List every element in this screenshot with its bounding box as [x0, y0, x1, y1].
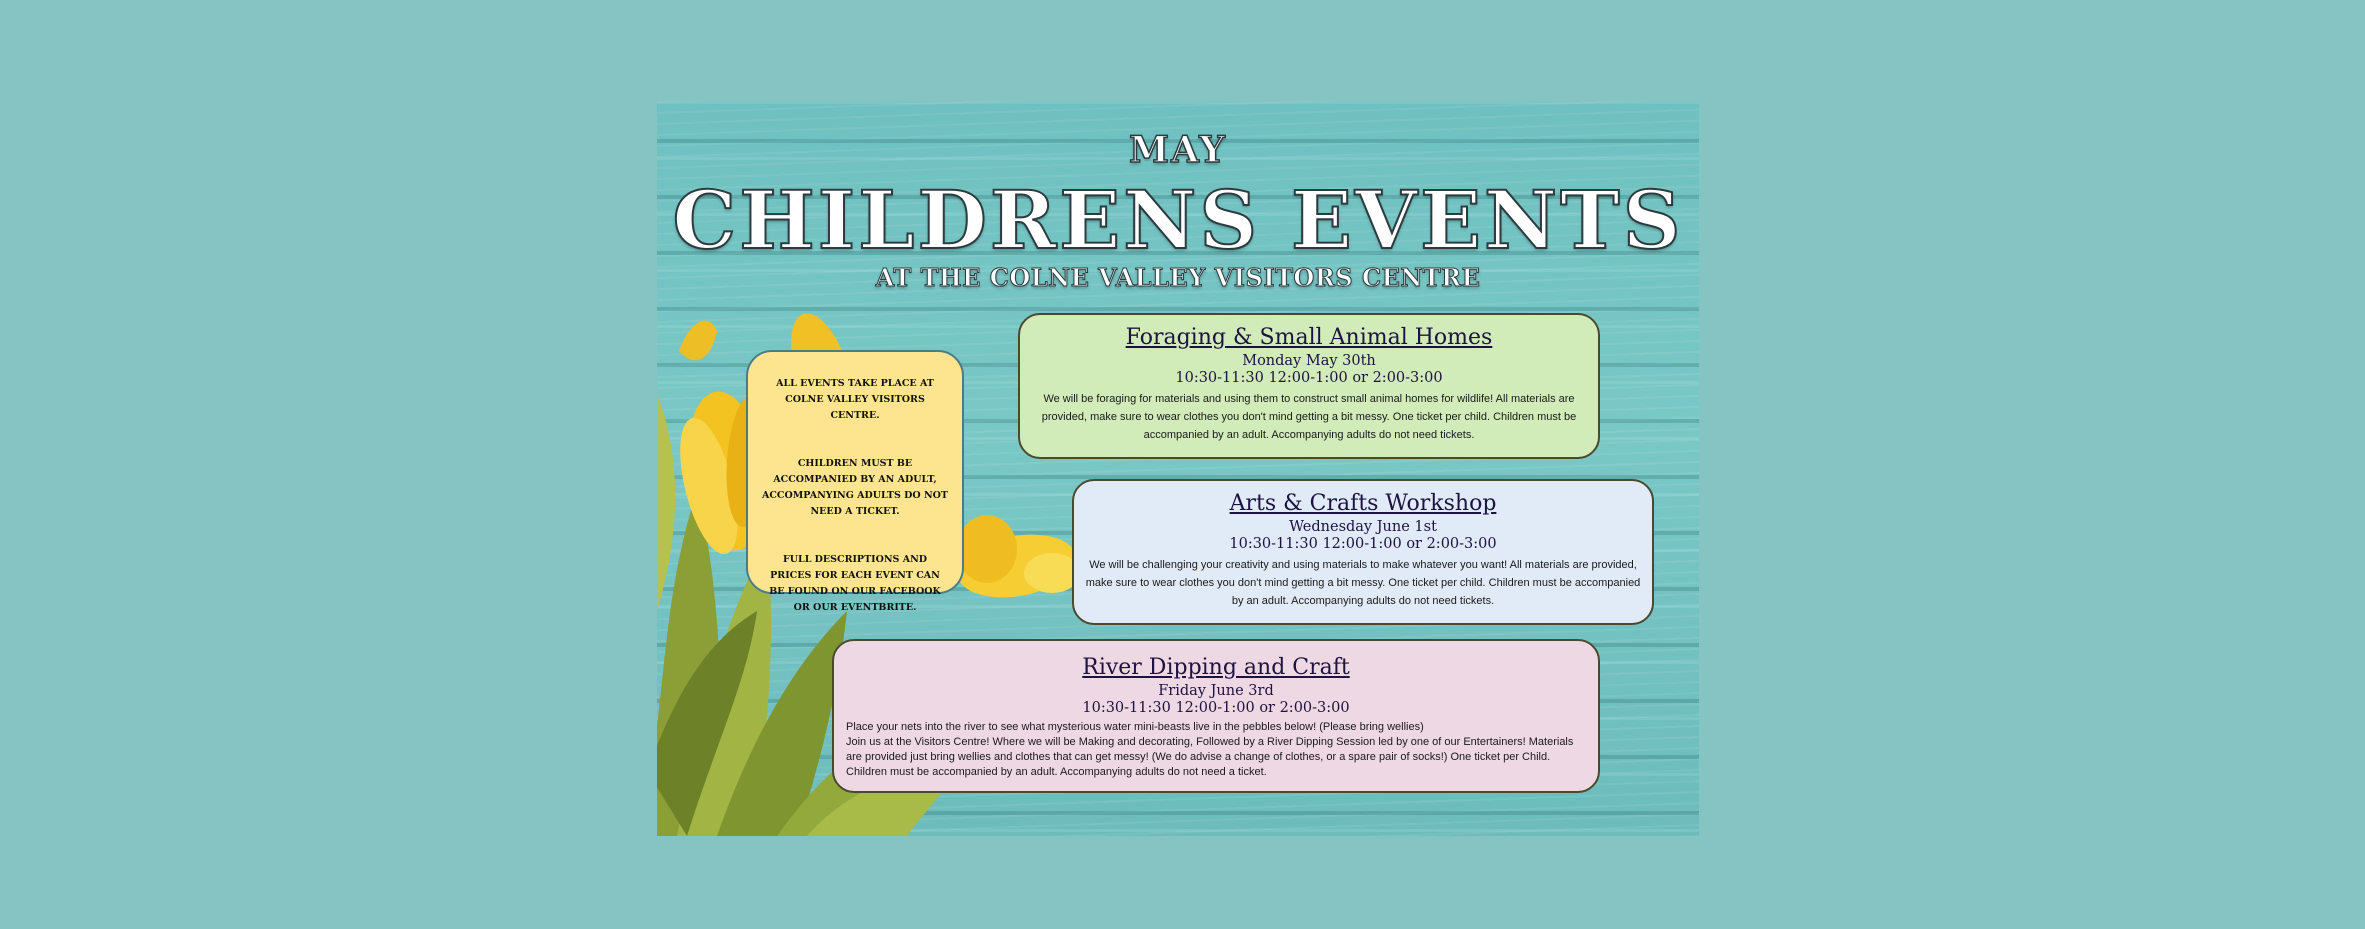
event-times: 10:30-11:30 12:00-1:00 or 2:00-3:00 — [1229, 536, 1497, 552]
event-date: Friday June 3rd — [1158, 683, 1274, 699]
event-title: Foraging & Small Animal Homes — [1125, 325, 1493, 350]
event-times: 10:30-11:30 12:00-1:00 or 2:00-3:00 — [1175, 370, 1443, 386]
event-card-arts-crafts — [1072, 479, 1654, 625]
info-adult-note: CHILDREN MUST BE ACCOMPANIED BY AN ADULT, ACCOMPANYING ADULTS DO NOT NEED A TICKET. — [762, 458, 949, 517]
info-location-note: ALL EVENTS TAKE PLACE AT COLNE VALLEY VISITORS CENTRE. — [776, 378, 934, 421]
event-card-river-dipping — [832, 639, 1600, 793]
event-title: River Dipping and Craft — [1082, 655, 1350, 680]
events-poster — [657, 101, 1699, 836]
poster-subtitle: AT THE COLNE VALLEY VISITORS CENTRE — [875, 263, 1481, 292]
event-description: We will be foraging for materials and using them to construct small animal homes for wildlife! All materials are provided, make sure to wear clothes you don't mind getting a bit messy. One ticket per child. Children must be accompanied by an adult. Accompanying adults do not need tickets. — [1041, 393, 1577, 441]
event-description-line: Place your nets into the river to see what mysterious water mini-beasts live in the pebbles below! (Please bring wellies) — [846, 721, 1424, 733]
event-card-foraging — [1018, 313, 1600, 459]
event-description: We will be challenging your creativity and using materials to make whatever you want! All materials are provided, make sure to wear clothes you don't mind getting a bit messy. One ticket per child. Children must be accompanied by an adult. Accompanying adults do not need tickets. — [1085, 559, 1641, 607]
event-description — [844, 720, 1588, 780]
event-times: 10:30-11:30 12:00-1:00 or 2:00-3:00 — [1082, 700, 1350, 716]
poster-title: CHILDRENS EVENTS — [672, 173, 1684, 267]
event-title: Arts & Crafts Workshop — [1229, 491, 1497, 516]
info-notice-box — [746, 350, 964, 613]
poster-month: MAY — [1129, 129, 1227, 171]
event-description-line: Join us at the Visitors Centre! Where we will be Making and decorating, Followed by a River Dipping Session led by one of our Entertainers! Materials are provided just bring wellies and clothes that can get messy! (We do advise a change of clothes, or a spare pair of socks!) One ticket per Child. Children must be accompanied by an adult. Accompanying adults do not need a ticket. — [846, 736, 1574, 778]
event-date: Monday May 30th — [1242, 353, 1376, 369]
event-date: Wednesday June 1st — [1289, 519, 1437, 535]
info-details-note: FULL DESCRIPTIONS AND PRICES FOR EACH EVENT CAN BE FOUND ON OUR FACEBOOK OR OUR EVENTBRITE. — [769, 554, 941, 613]
